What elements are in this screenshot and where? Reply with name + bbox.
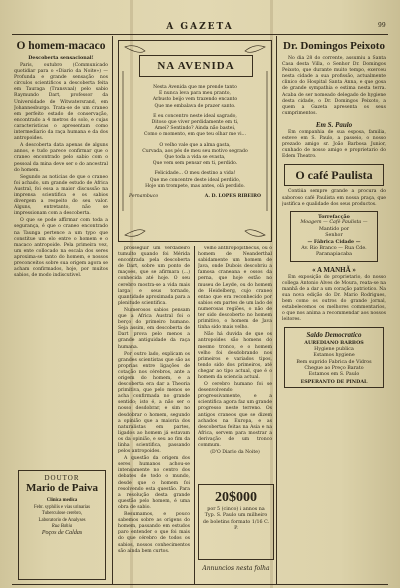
ad-doctor-name: Mario de Paiva xyxy=(25,482,99,495)
right-column xyxy=(282,40,386,584)
manha-text: Em exposição do proprietario, do nosso collega Antonio Alves de Moura, reata-se na manhã de a dar a um coração patriotico. Na sua nova edição do Dr. Mario Rodrigues, bem como os outros do grande jornal, estabelecemos os melhores commentarios, o que nos anima a recommendar aos nossos leitores. xyxy=(282,274,386,323)
poem-line: O velho vale que a alma gasta, xyxy=(159,142,231,148)
saldo-line: Bem suprido Fabrica de Vidros xyxy=(296,359,372,365)
poem-line: Curvada, aos pés de meu seu motivo segrado xyxy=(142,148,248,154)
bottom-rule xyxy=(12,584,388,585)
story-paragraph: Numerosos sabios pensam que a Africa Austral foi o berço do primeiro humano. Seja assim, em descoberta de Dart prova pelo menos a grande antiguidade da raça humana. xyxy=(118,307,190,350)
saldo-title: Saldo Democratico xyxy=(306,331,362,340)
cafe-ad-line: Moagem — Café Paulista — xyxy=(300,220,368,226)
ad-line: Tuberculose cerebro, xyxy=(41,511,83,517)
poem-stanza xyxy=(129,171,261,190)
poem-author: A. D. LOPES RIBEIRO xyxy=(204,194,261,200)
ad-line: Poços de Caldas xyxy=(41,530,83,537)
section-text: Em companhia de sua esposa, familia, esteve em S. Paulo, a passeio, o nosso prezado amigo sr. João Barbosa Junior, cunhado de nosso amigo e proprietario do Edem Theatro. xyxy=(282,129,386,160)
masthead-rule xyxy=(12,34,388,35)
saldo-line: Estamos hygiene xyxy=(313,353,355,359)
cafe-title: O café Paulista xyxy=(295,168,373,183)
story-paragraph: Resumamos, e pouco sabemos sobre as origens do homem, passando em estudos paro entender o que foi mais do que cérebro de todos os sabios, nossos conhecimentos são ainda bem curtos. xyxy=(118,512,190,554)
article-subtitle: Descoberta sensacional! xyxy=(28,55,94,61)
column-divider xyxy=(112,36,113,584)
saldo-line: Hygiene publica xyxy=(314,346,354,352)
article-paragraph: Segundo as noticias de que o craneo foi achado, um grande estudo de Africa Austral, foi essa a maior discussão na imprensa scientifica e os sabios divergem a respeito do seu valor. Alguns, entretanto, não se impressionam com a descoberta. xyxy=(14,174,108,217)
doctor-notice-title: Dr. Domingos Peixoto xyxy=(283,40,385,52)
story-paragraph: A questão da origem dos seres humanos achou-se intensamente no centro dos debates de todo o mundo, desde que o homem foi resolvendo esta questão. Para a resolução desta grande questão pelo homem, é uma obra de sabio. xyxy=(118,456,190,510)
poem-title: NA AVENIDA xyxy=(139,55,253,77)
saldo-owner: AUREDIANO BARBOS xyxy=(304,340,364,347)
article-paragraph: O que se pode affirmar com toda a segurança, é que o craneo encontrado na Taunga pertence a um typo que constitue um elo entre o homem e o macaco antropoide. Pela primeira vez, um ente collocado na escala dos seres aproxima-se tanto do homem, e nossos preconceitos sobre sua origem agora se acham confirmados, hoje, por muitos sabios, de modo indiscutivel. xyxy=(14,218,108,279)
manha-title: « A MANHÃ » xyxy=(312,265,356,274)
poem-stanza xyxy=(129,143,261,168)
story-paragraph: prosseguir um verdadeiro tumulto quando foi Mérida encontrada pela descoberta de Dart, sobre um ponto de maçoes, que se afirmara (...) conhecida até hoje. O seu cerebro mostra-se a vida mais larga e seus tornado, quantidade aproximada para a plenitude scientifica. xyxy=(118,246,190,306)
poem-line: E nunca leva para meu pranto, xyxy=(159,91,231,97)
column-divider xyxy=(276,36,277,584)
printing-ad-price: 20$000 xyxy=(215,490,257,505)
article-homem-macaco xyxy=(14,40,108,430)
poem-line: Que toda a vida se evasta, xyxy=(164,155,226,161)
page-number: 99 xyxy=(378,22,386,29)
poem-stanza xyxy=(129,114,261,139)
poem-body xyxy=(129,85,261,200)
doctor-ad xyxy=(18,470,106,580)
cafe-ad-line: Torrefacção xyxy=(318,213,350,220)
saldo-line: Chegue ao Preço Barato xyxy=(304,365,364,371)
poem-line: Amei? Sentindo? Ainda não bastei, xyxy=(154,126,236,132)
poem-line: Ditoso que viver perdidamente em ti, xyxy=(151,120,239,126)
article-title: O homem-macaco xyxy=(16,40,106,52)
story-paragraph: Não há duvida de que os antropoides são homens do mesmo tronco, e o homem velho foi desdobrando nos primeiros e variados tipos, tendo sido dos primeiros, até chegar ao tipo actual, que é o homem da sciencia actual. xyxy=(198,332,272,380)
ad-line: Rua Bahia xyxy=(51,524,73,530)
saldo-line: Estamos em S. Paulo xyxy=(308,372,360,378)
cafe-ad-line: — Fábrica Cidade — xyxy=(307,239,361,246)
story-paragraph: O cerebro humano foi se desenvolvendo progressivamente, e a scientifica agora faz um grande progresso neste terreno. Os antigos craneos que se dizem achados na Europa, e as descobertas feitas na Asia e na Africa, servem para mostrar a derivação de um tronco commum. xyxy=(198,382,272,448)
masthead-title: A GAZETA xyxy=(166,22,234,32)
cafe-text: Contiúa sempre grande a procura do saboroso café Paulista em nossa praça, que justifica e qualidade dos seus productos. xyxy=(282,189,386,207)
poem-place: Pernambuco xyxy=(129,194,159,200)
printing-ad-text: por 5 (cinco) ⅰ annos na Typ. S. Paulo um milheiro de boletins formato 1/16 C. P. xyxy=(202,507,270,532)
ad-line: DOUTOR xyxy=(44,474,80,482)
story-paragraph: Por outro lado, explicam os grandes scientistas que são as proprias entre ligações de cotação nos cérebros, ante a origem do homem, e a descoberta era dar a Theoria primitiva, que pelo menos se acha confirmada no grande sentido; isto é, a não ser o nosso desdobrar, e sim no desdobrar o homem, segundo a opinião que a maioria dos naturalistas em partes, ligados ao homem já estavam os da opinião, e seu ao fim da linha scientifica, passando pelos antropoides. xyxy=(118,351,190,455)
column-divider xyxy=(194,246,195,584)
article-paragraph: Paris, outubro (Communicado quotidiar para o «Diario da Noite») — Profunda e grande sensação nos circulos scientificos a descoberta feita em Tauraga (Transvaal) pelo sabio Raymundo Dart, professor da Universidade de Witwatersrand, em Johannesburgo. Trata-se de um craneo em perfeito estado de conservação, encontrado a 4 metros do solo, e cujas caracteristicas o apresentam como intermediario da raça humana e da dos antropoides. xyxy=(14,63,108,142)
saldo-ad-box xyxy=(284,327,384,388)
section-title: Em S. Paulo xyxy=(315,120,353,129)
cafe-ad-line: Senhor xyxy=(325,232,343,238)
poem-line: Que vem sem pensar em ti, perdido. xyxy=(152,161,238,167)
story-paragraph: velho anthropopithecus, ou o homem de Neanderthal sabidamente um homem de Java, onde Dubois descobriu a famosa craneana e ossos da perna, que hoje estão no museu de Leyde, ou do homem de Heidelberg, cujo craneo entao que era reconhecido por sabios em partes de um lado de numerosas regiões, o não de ter sido descoberto no homem primitivo, o homem de Java tinha sido mais velho. xyxy=(198,246,272,331)
article-paragraph: A descoberta data apenas de alguns annos, e tudo parece confirmar que o craneo encontrado pelo sabio com o pessoal da mina deve ser o do ancestral do homem. xyxy=(14,143,108,173)
ad-line: Clinica medica xyxy=(46,498,78,504)
cafe-ad-line: Mantido por xyxy=(318,226,350,232)
ad-line: Febr. syphilis e vias urinarias xyxy=(33,504,91,510)
story-column-a xyxy=(118,246,190,584)
story-column-b xyxy=(198,246,272,478)
poem-line: Felicidade... O meu destino a vida! xyxy=(154,171,236,177)
cafe-ad-line: Av. Rio Branco — Rua Cde. Paranapiacaba xyxy=(301,245,367,258)
poem-line: Nesta Avenida que me prende tanto xyxy=(153,85,237,90)
cafe-ad-box xyxy=(290,211,378,262)
poem-line: Hoje um trompete, mas antes, olá perdido. xyxy=(145,183,245,189)
story-source: (D'O Diario da Noite) xyxy=(210,450,260,456)
ad-footer: Annuncios nesta folha xyxy=(202,565,270,572)
poem-line: Que me concentre deste ideal perdido, xyxy=(149,177,241,183)
poem-line: E eu concentro neste ideal sagrado, xyxy=(153,113,237,119)
poem-line: Que me embalava de prazer santo. xyxy=(154,103,236,109)
printing-ad xyxy=(198,484,274,560)
poem-line: Como o momento, em que teu olhar me vi... xyxy=(144,132,246,138)
doctor-notice-text: No dia 28 do corrente, assumiu a Santa Casa desta Villa, o Senhor Dr. Domingos Peixoto, que durante muito tempo, exerceu nesta cidade a sua profissão, actualmente clinico do Hospital Santa Anna, e que gosa de grande sympathia e estima nesta terra. Acaba de ser nomeado delegado de hygiene desta cidade, o Dr. Domingos Peixoto, a quem a Gazeta apresenta os seus cumprimentos. xyxy=(282,56,386,116)
poem-box xyxy=(118,40,272,242)
poem-stanza xyxy=(129,85,261,110)
saldo-line: ESPERANTO DE PINDAL xyxy=(300,378,368,385)
ad-line: Laboratorio de Analyses xyxy=(38,517,86,523)
poem-line: Arbusto beijo vem trazendo encanto xyxy=(152,97,238,103)
